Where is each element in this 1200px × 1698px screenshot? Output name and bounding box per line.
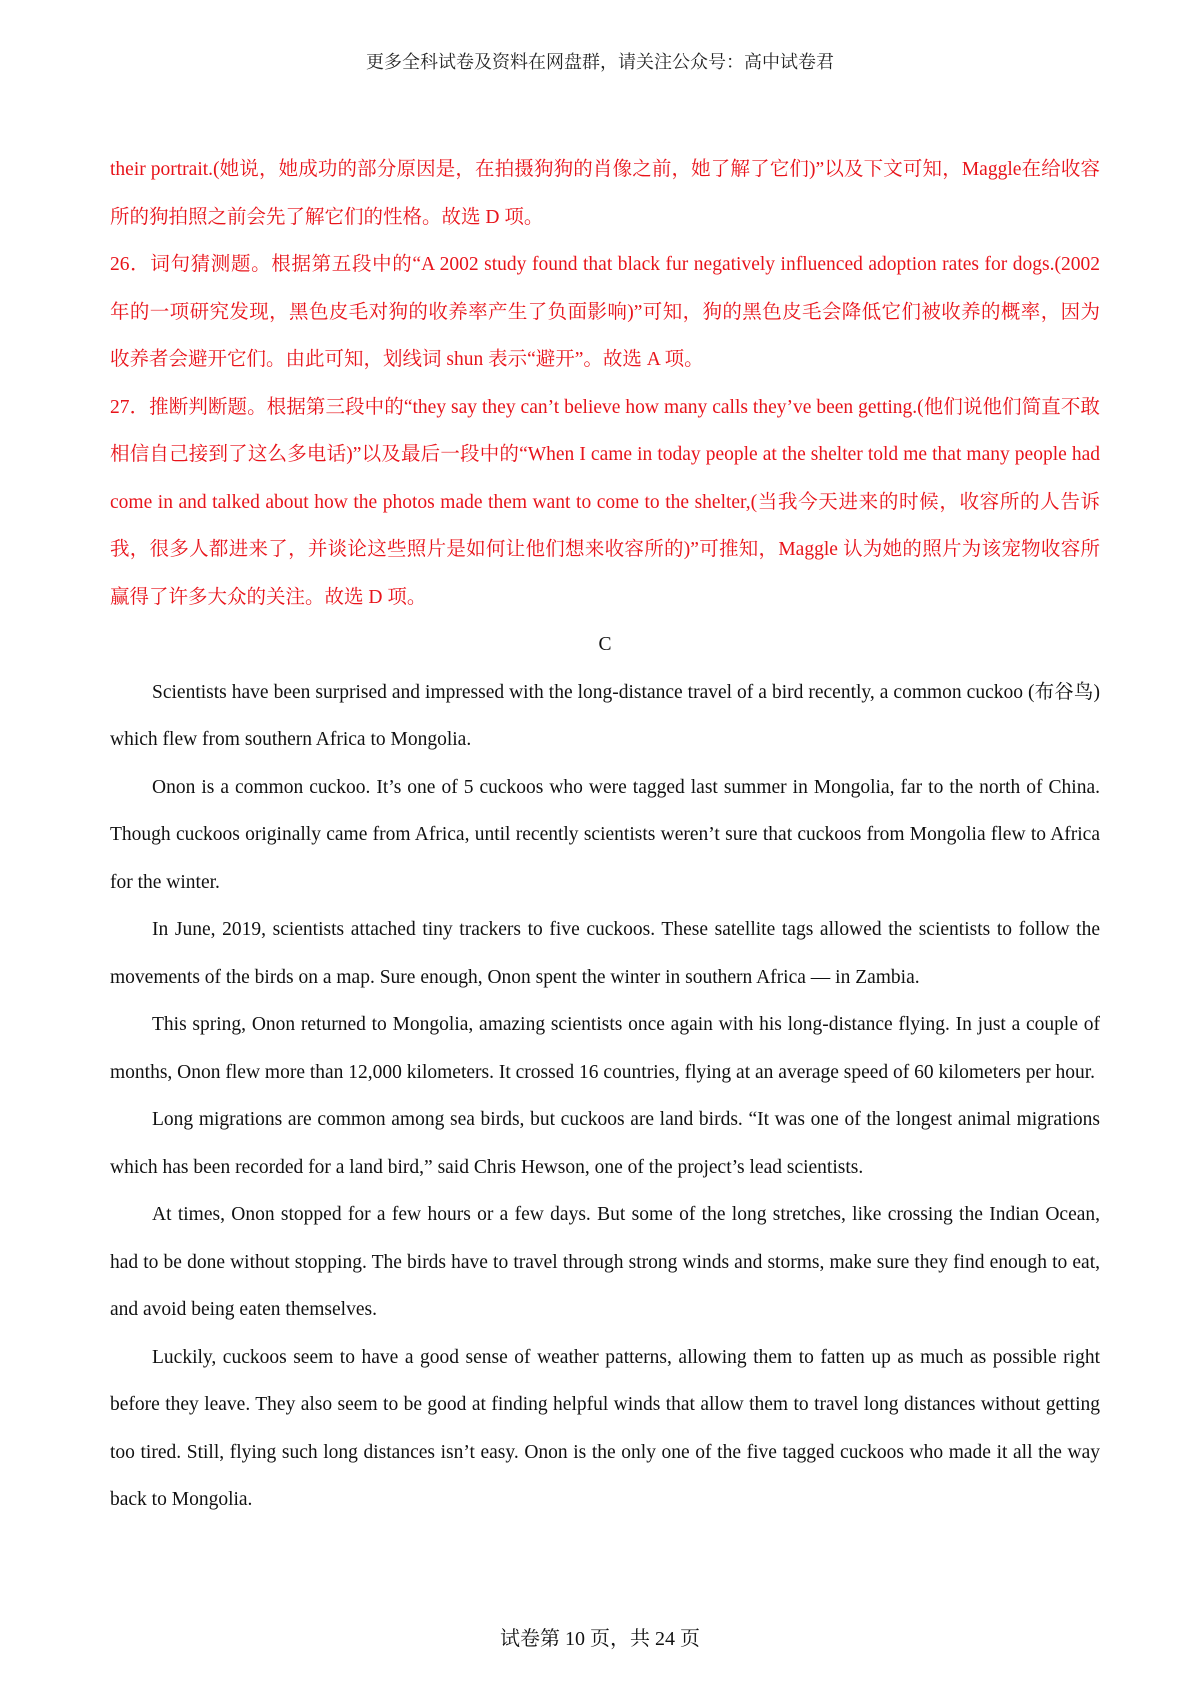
answer-explanation-26: 26．词句猜测题。根据第五段中的“A 2002 study found that black fur negatively influenced adoption rates for dogs.(2002 年的一项研究发现，黑色皮毛对狗的收养率产生了负面影响)”可知，狗的黑色皮毛会降低它们被收养的概率，因为收养者会避开它们。由此可知，划线词 shun 表示“避开”。故选 A 项。 bbox=[110, 254, 1100, 370]
passage-paragraph-2: Onon is a common cuckoo. It’s one of 5 cuckoos who were tagged last summer in Mongolia, far to the north of China. Though cuckoos originally came from Africa, until recently scientists weren’t sure that cuckoos from Mongolia flew to Africa for the winter. bbox=[110, 776, 1100, 893]
passage-paragraph-7: Luckily, cuckoos seem to have a good sense of weather patterns, allowing them to fatten up as much as possible right before they leave. They also seem to be good at finding helpful winds that allow them to travel long distances without getting too tired. Still, flying such long distances isn’t easy. Onon is the only one of the five tagged cuckoos who made it all the way back to Mongolia. bbox=[110, 1346, 1100, 1510]
answer-explanation-25: their portrait.(她说，她成功的部分原因是，在拍摄狗狗的肖像之前，她了解了它们)”以及下文可知，Maggle在给收容所的狗拍照之前会先了解它们的性格。故选 D 项。 bbox=[110, 159, 1100, 228]
page-content bbox=[110, 146, 1100, 1524]
page-header: 更多全科试卷及资料在网盘群，请关注公众号：高中试卷君 bbox=[366, 52, 834, 72]
passage-paragraph-4: This spring, Onon returned to Mongolia, amazing scientists once again with his long-distance flying. In just a couple of months, Onon flew more than 12,000 kilometers. It crossed 16 countries, flying at an average speed of 60 kilometers per hour. bbox=[110, 1014, 1100, 1083]
passage-paragraph-3: In June, 2019, scientists attached tiny trackers to five cuckoos. These satellite tags allowed the scientists to follow the movements of the birds on a map. Sure enough, Onon spent the winter in southern Africa — in Zambia. bbox=[110, 919, 1100, 988]
passage-paragraph-6: At times, Onon stopped for a few hours or a few days. But some of the long stretches, like crossing the Indian Ocean, had to be done without stopping. The birds have to travel through strong winds and storms, make sure they find enough to eat, and avoid being eaten themselves. bbox=[110, 1204, 1100, 1320]
page-footer: 试卷第 10 页，共 24 页 bbox=[500, 1628, 700, 1650]
passage-paragraph-1: Scientists have been surprised and impressed with the long-distance travel of a bird recently, a common cuckoo (布谷鸟) which flew from southern Africa to Mongolia. bbox=[110, 681, 1100, 750]
passage-paragraph-5: Long migrations are common among sea birds, but cuckoos are land birds. “It was one of the longest animal migrations which has been recorded for a land bird,” said Chris Hewson, one of the project’s lead scientists. bbox=[110, 1109, 1100, 1178]
section-title: C bbox=[598, 634, 612, 655]
answer-explanation-27: 27．推断判断题。根据第三段中的“they say they can’t believe how many calls they’ve been getting.(他们说他们简直不敢相信自己接到了这么多电话)”以及最后一段中的“When I came in today people at the shelter told me that many people had come in and talked about how the photos made them want to come to the shelter,(当我今天进来的时候，收容所的人告诉我，很多人都进来了，并谈论这些照片是如何让他们想来收容所的)”可推知，Maggle 认为她的照片为该宠物收容所赢得了许多大众的关注。故选 D 项。 bbox=[110, 396, 1100, 608]
